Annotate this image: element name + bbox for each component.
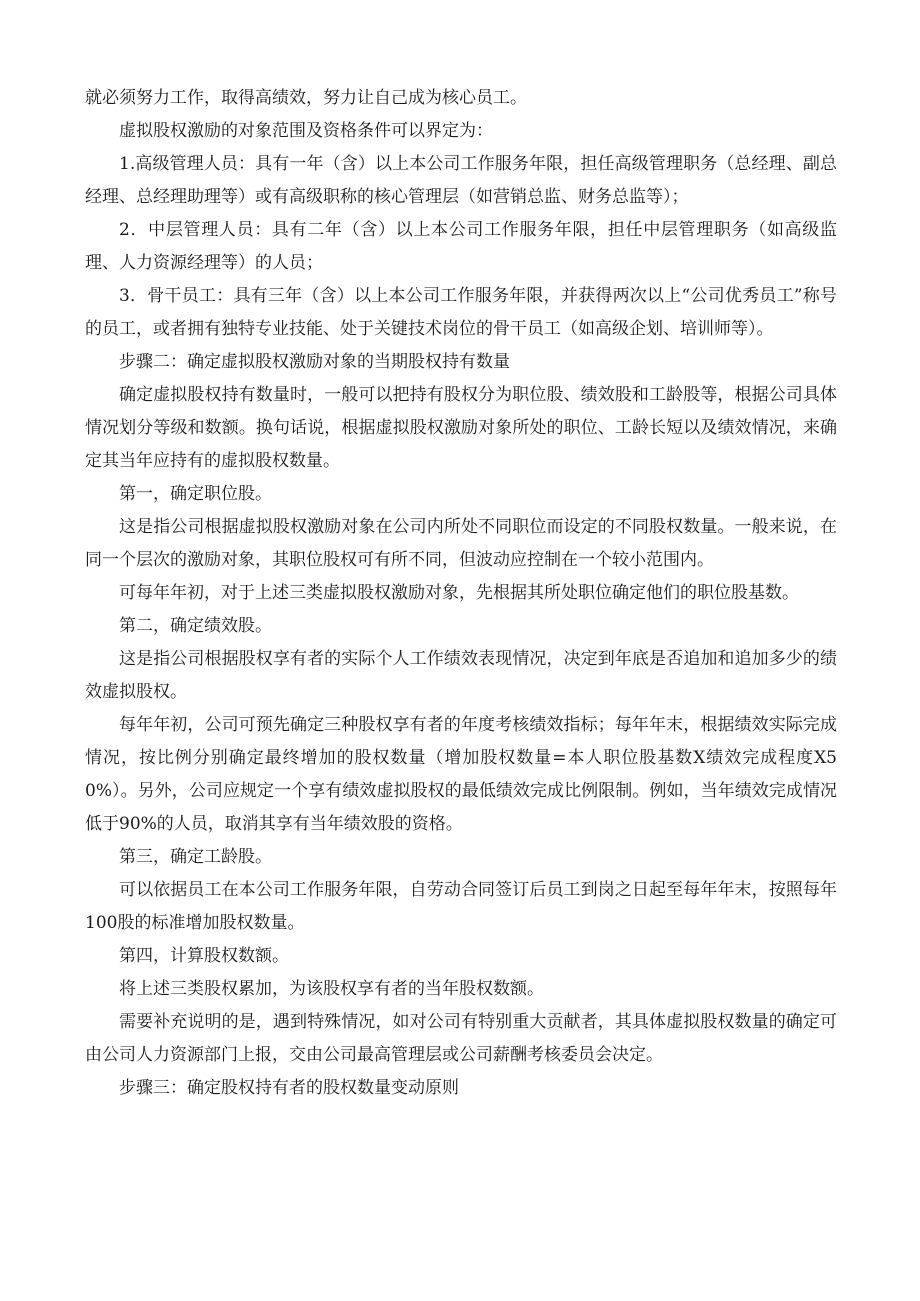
document-body <box>85 82 837 1105</box>
paragraph-performance-shares-desc: 这是指公司根据股权享有者的实际个人工作绩效表现情况，决定到年底是否追加和追加多少的绩效虚拟股权。 <box>85 649 837 702</box>
heading-seniority-shares: 第三，确定工龄股。 <box>119 847 272 867</box>
paragraph-share-quantity: 确定虚拟股权持有数量时，一般可以把持有股权分为职位股、绩效股和工龄股等，根据公司具体情况划分等级和数额。换句话说，根据虚拟股权激励对象所处的职位、工龄长短以及绩效情况，来确定其当年应持有的虚拟股权数量。 <box>85 385 837 471</box>
heading-performance-shares: 第二，确定绩效股。 <box>119 616 272 636</box>
paragraph-special-cases: 需要补充说明的是，遇到特殊情况，如对公司有特别重大贡献者，其具体虚拟股权数量的确定可由公司人力资源部门上报，交由公司最高管理层或公司薪酬考核委员会决定。 <box>85 1012 837 1065</box>
heading-calculate-shares: 第四，计算股权数额。 <box>119 946 289 966</box>
paragraph-position-shares-desc: 这是指公司根据虚拟股权激励对象在公司内所处不同职位而设定的不同股权数量。一般来说，在同一个层次的激励对象，其职位股权可有所不同，但波动应控制在一个较小范围内。 <box>85 517 837 570</box>
paragraph-key-employees: 3．骨干员工：具有三年（含）以上本公司工作服务年限，并获得两次以上“公司优秀员工”称号的员工，或者拥有独特专业技能、处于关键技术岗位的骨干员工（如高级企划、培训师等）。 <box>85 286 837 339</box>
heading-position-shares: 第一，确定职位股。 <box>119 484 272 504</box>
paragraph-scope-intro: 虚拟股权激励的对象范围及资格条件可以界定为： <box>119 121 493 141</box>
paragraph-position-shares-base: 可每年年初，对于上述三类虚拟股权激励对象，先根据其所处职位确定他们的职位股基数。 <box>119 583 799 603</box>
paragraph-performance-shares-rule: 每年年初，公司可预先确定三种股权享有者的年度考核绩效指标；每年年末，根据绩效实际完成情况，按比例分别确定最终增加的股权数量（增加股权数量=本人职位股基数X绩效完成程度X50%）。另外，公司应规定一个享有绩效虚拟股权的最低绩效完成比例限制。例如，当年绩效完成情况低于90%的人员，取消其享有当年绩效股的资格。 <box>85 715 837 834</box>
heading-step-two: 步骤二：确定虚拟股权激励对象的当期股权持有数量 <box>119 352 510 372</box>
paragraph-seniority-shares-desc: 可以依据员工在本公司工作服务年限，自劳动合同签订后员工到岗之日起至每年年末，按照每年100股的标准增加股权数量。 <box>85 880 837 933</box>
paragraph-calculate-shares-desc: 将上述三类股权累加，为该股权享有者的当年股权数额。 <box>119 979 544 999</box>
paragraph-continuation: 就必须努力工作，取得高绩效，努力让自己成为核心员工。 <box>85 88 527 108</box>
paragraph-middle-managers: 2．中层管理人员：具有二年（含）以上本公司工作服务年限，担任中层管理职务（如高级监理、人力资源经理等）的人员； <box>85 220 837 273</box>
heading-step-three: 步骤三：确定股权持有者的股权数量变动原则 <box>119 1078 459 1098</box>
paragraph-senior-managers: 1.高级管理人员：具有一年（含）以上本公司工作服务年限，担任高级管理职务（总经理、副总经理、总经理助理等）或有高级职称的核心管理层（如营销总监、财务总监等）； <box>85 154 837 207</box>
